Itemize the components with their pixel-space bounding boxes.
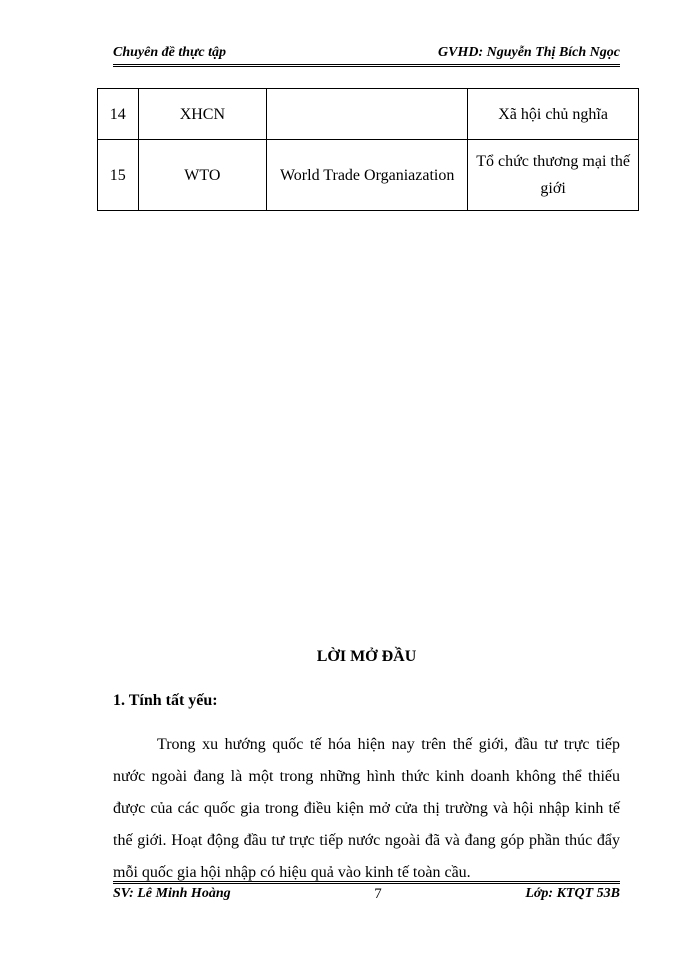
table-row: [98, 89, 639, 140]
table-cell-abbreviation: WTO: [138, 140, 267, 211]
footer-student: SV: Lê Minh Hoàng: [113, 886, 231, 901]
table-row: [98, 140, 639, 211]
table-cell-number: 14: [98, 89, 139, 140]
page-number: 7: [374, 886, 382, 902]
header-advisor: GVHD: Nguyễn Thị Bích Ngọc: [438, 45, 620, 60]
footer-divider: [113, 881, 620, 884]
table-cell-vietnamese: Tổ chức thương mại thế giới: [468, 140, 639, 211]
body-paragraph: Trong xu hướng quốc tế hóa hiện nay trên thế giới, đầu tư trực tiếp nước ngoài đang là một trong những hình thức kinh doanh không thể thiếu được của các quốc gia trong điều kiện mở cửa thị trường và hội nhập kinh tế thế giới. Hoạt động đầu tư trực tiếp nước ngoài đã và đang góp phần thúc đẩy mỗi quốc gia hội nhập có hiệu quả vào kinh tế toàn cầu.: [113, 736, 620, 881]
table-cell-abbreviation: XHCN: [138, 89, 267, 140]
table-cell-vietnamese: Xã hội chủ nghĩa: [468, 89, 639, 140]
header-divider: [113, 64, 620, 67]
table-cell-number: 15: [98, 140, 139, 211]
page-footer: [113, 885, 620, 903]
footer-class: Lớp: KTQT 53B: [525, 886, 620, 901]
header-title: Chuyên đề thực tập: [113, 45, 227, 60]
table-cell-english: [267, 89, 468, 140]
table-cell-english: World Trade Organiazation: [267, 140, 468, 211]
abbreviation-table: [97, 88, 639, 211]
section-title: LỜI MỞ ĐẦU: [316, 648, 417, 665]
sub-heading: 1. Tính tất yếu:: [113, 692, 218, 709]
page-header: [113, 44, 620, 62]
